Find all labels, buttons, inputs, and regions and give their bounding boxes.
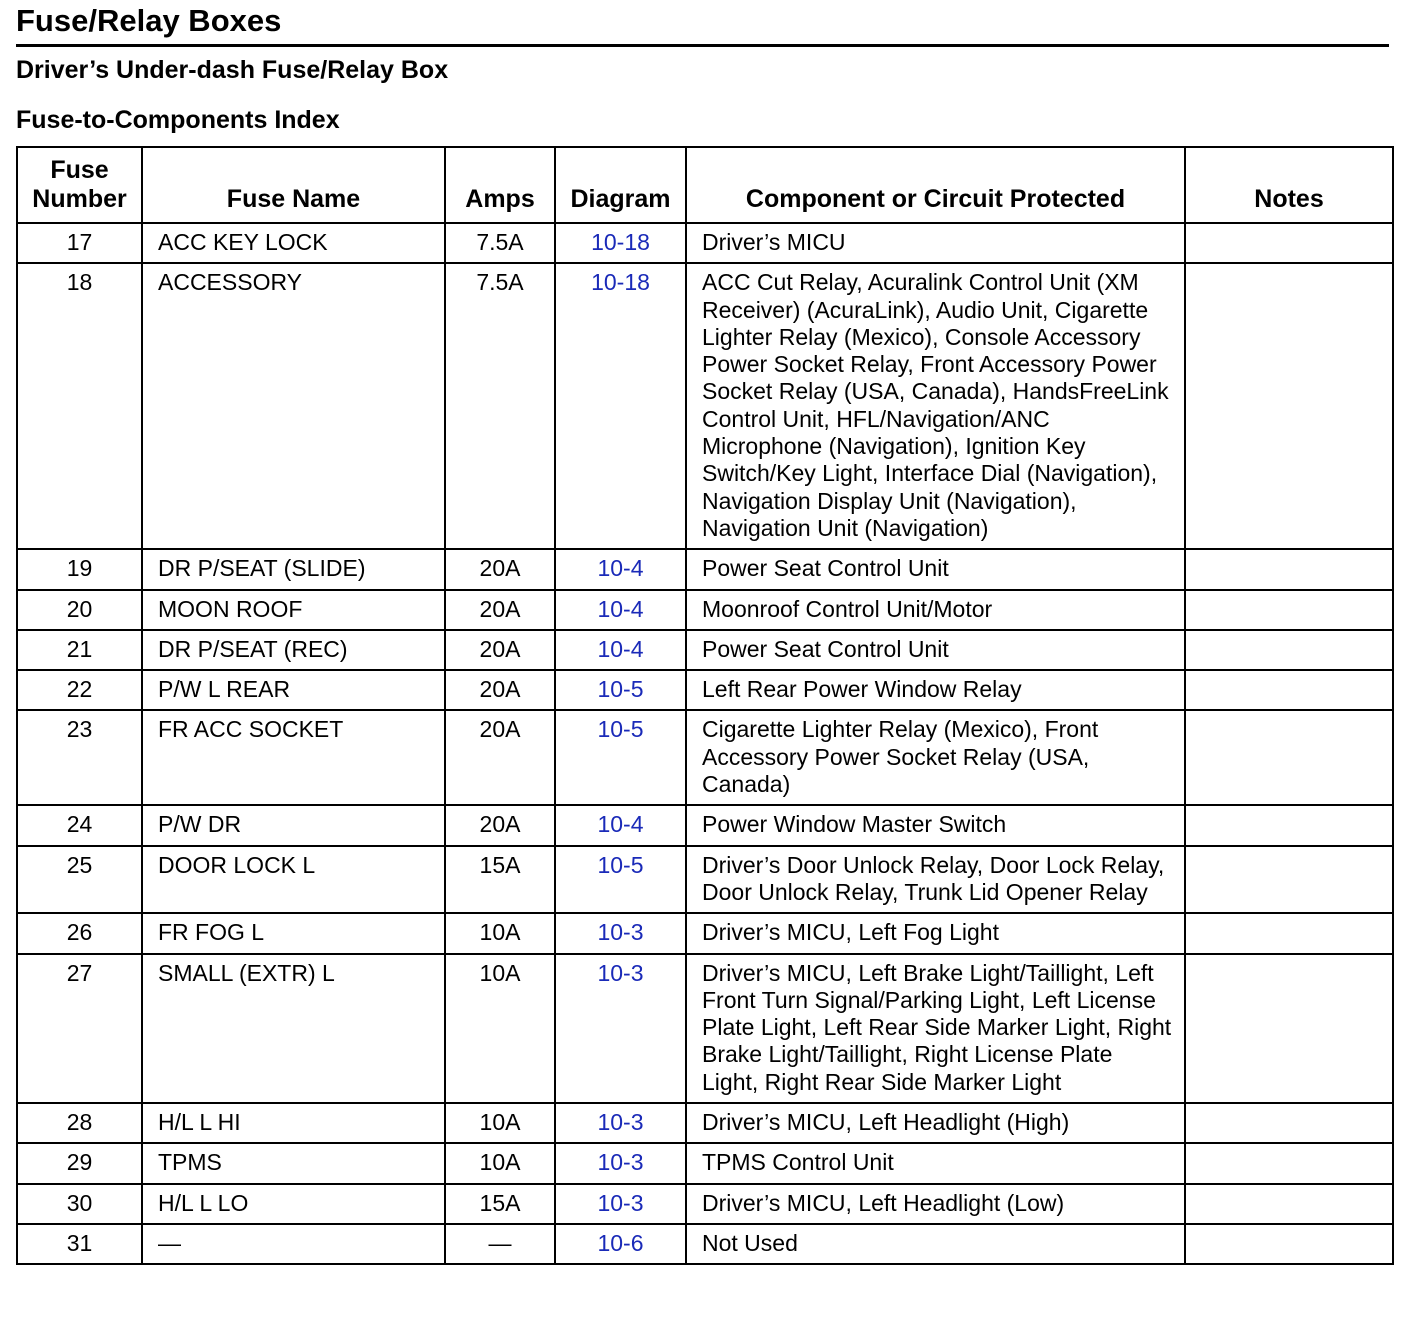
component-cell: Driver’s MICU, Left Brake Light/Taillight, Left Front Turn Signal/Parking Light, Left License Plate Light, Left Rear Side Marker Light, Right Brake Light/Taillight, Right License Plate Light, Right Rear Side Marker Light (686, 954, 1185, 1103)
fuse-number-cell: 23 (17, 710, 142, 805)
diagram-link[interactable]: 10-6 (555, 1224, 686, 1264)
notes-cell (1185, 805, 1393, 845)
fuse-number-cell: 18 (17, 263, 142, 549)
component-cell: TPMS Control Unit (686, 1143, 1185, 1183)
amps-cell: 20A (445, 549, 555, 589)
component-cell: Moonroof Control Unit/Motor (686, 590, 1185, 630)
fuse-name-cell: P/W L REAR (142, 670, 445, 710)
notes-cell (1185, 954, 1393, 1103)
amps-cell: 20A (445, 630, 555, 670)
notes-cell (1185, 630, 1393, 670)
fuse-number-cell: 19 (17, 549, 142, 589)
fuse-number-cell: 22 (17, 670, 142, 710)
notes-cell (1185, 1103, 1393, 1143)
diagram-link[interactable]: 10-3 (555, 1143, 686, 1183)
table-row (17, 630, 1393, 670)
fuse-name-cell: MOON ROOF (142, 590, 445, 630)
notes-cell (1185, 549, 1393, 589)
amps-cell: 7.5A (445, 263, 555, 549)
fuse-number-cell: 26 (17, 913, 142, 953)
amps-cell: 20A (445, 670, 555, 710)
fuse-name-cell: — (142, 1224, 445, 1264)
diagram-link[interactable]: 10-4 (555, 630, 686, 670)
diagram-link[interactable]: 10-3 (555, 1103, 686, 1143)
amps-cell: — (445, 1224, 555, 1264)
fuse-number-cell: 17 (17, 223, 142, 263)
fuse-name-cell: DR P/SEAT (REC) (142, 630, 445, 670)
table-row (17, 1143, 1393, 1183)
table-row (17, 846, 1393, 914)
fuse-name-cell: FR FOG L (142, 913, 445, 953)
table-header-row (17, 147, 1393, 223)
diagram-link[interactable]: 10-18 (555, 263, 686, 549)
header-notes: Notes (1185, 147, 1393, 223)
fuse-components-table (16, 146, 1394, 1265)
notes-cell (1185, 846, 1393, 914)
amps-cell: 10A (445, 913, 555, 953)
notes-cell (1185, 710, 1393, 805)
component-cell: Power Seat Control Unit (686, 630, 1185, 670)
diagram-link[interactable]: 10-4 (555, 549, 686, 589)
fuse-number-cell: 31 (17, 1224, 142, 1264)
diagram-link[interactable]: 10-3 (555, 954, 686, 1103)
table-row (17, 590, 1393, 630)
table-row (17, 710, 1393, 805)
amps-cell: 20A (445, 590, 555, 630)
diagram-link[interactable]: 10-5 (555, 710, 686, 805)
component-cell: Driver’s Door Unlock Relay, Door Lock Relay, Door Unlock Relay, Trunk Lid Opener Relay (686, 846, 1185, 914)
title-divider (16, 44, 1389, 47)
table-body (17, 223, 1393, 1264)
fuse-name-cell: ACC KEY LOCK (142, 223, 445, 263)
table-row (17, 805, 1393, 845)
notes-cell (1185, 1184, 1393, 1224)
fuse-name-cell: TPMS (142, 1143, 445, 1183)
table-row (17, 549, 1393, 589)
amps-cell: 7.5A (445, 223, 555, 263)
component-cell: Cigarette Lighter Relay (Mexico), Front Accessory Power Socket Relay (USA, Canada) (686, 710, 1185, 805)
header-fuse-number-line1: Fuse (50, 156, 109, 184)
header-fuse-name: Fuse Name (142, 147, 445, 223)
amps-cell: 15A (445, 846, 555, 914)
table-row (17, 1103, 1393, 1143)
component-cell: Driver’s MICU, Left Headlight (High) (686, 1103, 1185, 1143)
table-row (17, 670, 1393, 710)
fuse-number-cell: 21 (17, 630, 142, 670)
fuse-name-cell: H/L L HI (142, 1103, 445, 1143)
table-row (17, 1224, 1393, 1264)
fuse-number-cell: 29 (17, 1143, 142, 1183)
diagram-link[interactable]: 10-4 (555, 590, 686, 630)
fuse-number-cell: 25 (17, 846, 142, 914)
fuse-number-cell: 27 (17, 954, 142, 1103)
diagram-link[interactable]: 10-3 (555, 913, 686, 953)
component-cell: Not Used (686, 1224, 1185, 1264)
page-title: Fuse/Relay Boxes (16, 3, 282, 38)
fuse-name-cell: H/L L LO (142, 1184, 445, 1224)
header-amps: Amps (445, 147, 555, 223)
fuse-number-cell: 20 (17, 590, 142, 630)
fuse-number-cell: 30 (17, 1184, 142, 1224)
component-cell: Power Seat Control Unit (686, 549, 1185, 589)
notes-cell (1185, 1143, 1393, 1183)
diagram-link[interactable]: 10-5 (555, 846, 686, 914)
table-row (17, 1184, 1393, 1224)
component-cell: Power Window Master Switch (686, 805, 1185, 845)
header-fuse-number (17, 147, 142, 223)
notes-cell (1185, 670, 1393, 710)
diagram-link[interactable]: 10-5 (555, 670, 686, 710)
diagram-link[interactable]: 10-4 (555, 805, 686, 845)
table-row (17, 263, 1393, 549)
table-row (17, 913, 1393, 953)
header-diagram: Diagram (555, 147, 686, 223)
amps-cell: 10A (445, 1103, 555, 1143)
notes-cell (1185, 590, 1393, 630)
notes-cell (1185, 913, 1393, 953)
fuse-name-cell: P/W DR (142, 805, 445, 845)
table-row (17, 223, 1393, 263)
fuse-name-cell: SMALL (EXTR) L (142, 954, 445, 1103)
table-row (17, 954, 1393, 1103)
amps-cell: 10A (445, 1143, 555, 1183)
fuse-name-cell: FR ACC SOCKET (142, 710, 445, 805)
fuse-number-cell: 28 (17, 1103, 142, 1143)
diagram-link[interactable]: 10-3 (555, 1184, 686, 1224)
notes-cell (1185, 223, 1393, 263)
component-cell: Driver’s MICU (686, 223, 1185, 263)
amps-cell: 10A (445, 954, 555, 1103)
notes-cell (1185, 263, 1393, 549)
component-cell: Driver’s MICU, Left Fog Light (686, 913, 1185, 953)
amps-cell: 20A (445, 710, 555, 805)
fuse-name-cell: DOOR LOCK L (142, 846, 445, 914)
component-cell: Left Rear Power Window Relay (686, 670, 1185, 710)
subsection-title: Fuse-to-Components Index (16, 106, 340, 134)
header-fuse-number-line2: Number (32, 185, 127, 213)
notes-cell (1185, 1224, 1393, 1264)
amps-cell: 15A (445, 1184, 555, 1224)
amps-cell: 20A (445, 805, 555, 845)
diagram-link[interactable]: 10-18 (555, 223, 686, 263)
header-component: Component or Circuit Protected (686, 147, 1185, 223)
fuse-name-cell: ACCESSORY (142, 263, 445, 549)
component-cell: Driver’s MICU, Left Headlight (Low) (686, 1184, 1185, 1224)
fuse-number-cell: 24 (17, 805, 142, 845)
section-title: Driver’s Under-dash Fuse/Relay Box (16, 56, 449, 84)
component-cell: ACC Cut Relay, Acuralink Control Unit (XM Receiver) (AcuraLink), Audio Unit, Cigarette Lighter Relay (Mexico), Console Accessory Power Socket Relay, Front Accessory Power Socket Relay (USA, Canada), HandsFreeLink Control Unit, HFL/Navigation/ANC Microphone (Navigation), Ignition Key Switch/Key Light, Interface Dial (Navigation), Navigation Display Unit (Navigation), Navigation Unit (Navigation) (686, 263, 1185, 549)
fuse-name-cell: DR P/SEAT (SLIDE) (142, 549, 445, 589)
